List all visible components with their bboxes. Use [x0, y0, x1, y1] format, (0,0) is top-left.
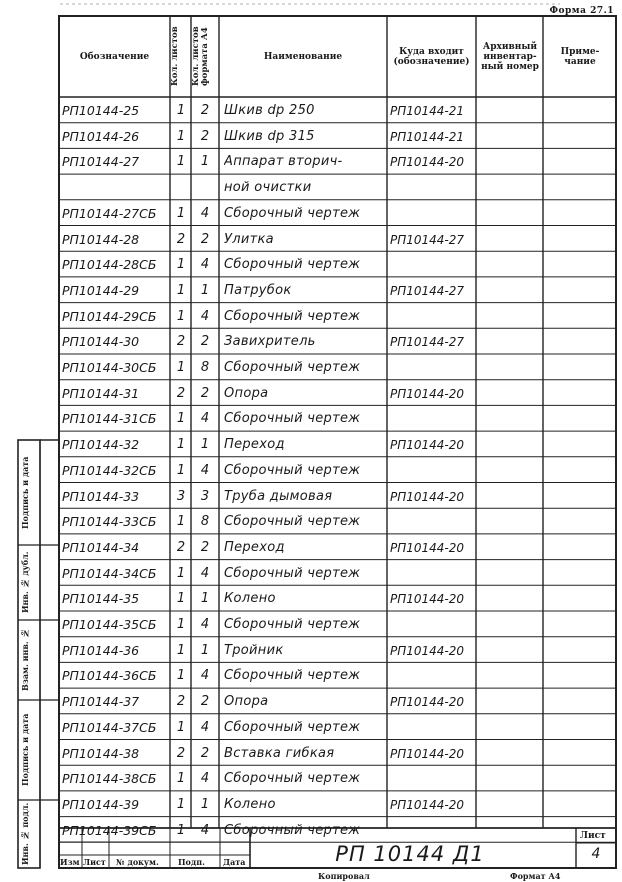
row-where-used: [390, 304, 474, 328]
row-name: Переход: [224, 437, 285, 453]
doc-code: РП 10144 Д1: [335, 842, 485, 866]
row-where-used: [390, 561, 474, 585]
row-designation: РП10144-26: [62, 128, 140, 144]
side-label-sign-date-top: Подпись и дата: [20, 456, 30, 529]
row-sheet-a4: 4: [200, 719, 210, 735]
row-where-used: [390, 175, 474, 199]
row-designation: РП10144-36СБ: [62, 668, 157, 684]
row-sheet-a4: 1: [200, 154, 210, 170]
row-designation: РП10144-27СБ: [62, 205, 157, 221]
row-designation: РП10144-32: [62, 437, 140, 453]
row-sheet-a4: 2: [200, 694, 210, 710]
row-designation: РП10144-31: [62, 385, 140, 401]
row-sheet-count: 2: [176, 539, 186, 555]
row-designation: РП10144-28: [62, 231, 140, 247]
row-name: Сборочный чертеж: [224, 360, 361, 375]
row-sheet-a4: 2: [200, 334, 210, 350]
row-where-used: РП10144-27: [390, 335, 465, 350]
row-name: Колено: [224, 591, 276, 607]
row-sheet-count: 1: [176, 591, 186, 607]
row-name: Вставка гибкая: [224, 745, 335, 761]
row-where-used: РП10144-20: [390, 797, 465, 812]
row-name: Переход: [224, 539, 285, 555]
row-name: Шкив dр 250: [224, 103, 315, 118]
row-where-used: [390, 458, 474, 482]
row-where-used: РП10144-20: [390, 489, 465, 504]
row-name: Шкив dр 315: [224, 128, 315, 144]
row-sheet-count: 1: [176, 411, 186, 427]
side-label-sign-date-bottom: Подпись и дата: [20, 713, 30, 787]
row-sheet-count: 2: [176, 745, 186, 761]
header-name: Наименование: [263, 51, 343, 62]
row-sheet-a4: 1: [200, 642, 210, 658]
footer-izm: Изм: [60, 857, 80, 867]
row-designation: РП10144-29: [62, 282, 140, 298]
row-designation: РП10144-29СБ: [62, 308, 157, 324]
row-name: Сборочный чертеж: [224, 617, 361, 632]
row-name: Тройник: [224, 642, 284, 658]
row-name: Сборочный чертеж: [224, 719, 361, 735]
row-designation: РП10144-34СБ: [62, 565, 157, 581]
row-sheet-a4: 2: [200, 539, 210, 555]
row-where-used: [390, 406, 474, 430]
row-sheet-count: 2: [176, 231, 186, 247]
form-label: Форма 27.1: [549, 6, 614, 16]
row-designation: РП10144-37СБ: [62, 719, 157, 735]
row-name: Улитка: [224, 231, 274, 247]
row-sheet-count: [171, 175, 191, 199]
row-sheet-count: 1: [176, 719, 186, 735]
row-where-used: [390, 252, 474, 276]
row-sheet-a4: 4: [200, 668, 210, 684]
row-designation: РП10144-28СБ: [62, 257, 157, 273]
row-sheet-a4: 4: [200, 617, 210, 632]
row-name: Сборочный чертеж: [224, 257, 361, 273]
row-designation: РП10144-31СБ: [62, 411, 157, 427]
row-sheet-count: 1: [176, 565, 186, 581]
row-where-used: РП10144-21: [390, 129, 465, 144]
row-sheet-a4: 8: [200, 514, 210, 530]
row-sheet-a4: 4: [200, 565, 210, 581]
header-sheets-a4: Кол. листов формата А4: [191, 26, 210, 87]
row-designation: РП10144-25: [62, 103, 140, 118]
row-designation: РП10144-33: [62, 488, 140, 504]
row-where-used: [390, 201, 474, 225]
footer-sheet-label: Лист: [580, 831, 606, 841]
header-designation: Обозначение: [79, 51, 150, 62]
row-sheet-count: 1: [176, 462, 186, 478]
row-sheet-a4: 4: [200, 771, 210, 787]
row-sheet-count: 1: [176, 257, 186, 273]
row-designation: РП10144-35СБ: [62, 617, 157, 632]
row-sheet-count: 2: [176, 385, 186, 401]
row-designation: [62, 175, 170, 199]
row-designation: РП10144-30СБ: [62, 360, 157, 375]
row-name: ной очистки: [224, 180, 312, 196]
row-where-used: РП10144-20: [390, 540, 465, 555]
row-where-used: [390, 355, 474, 379]
row-sheet-a4: 4: [200, 411, 210, 427]
row-where-used: [390, 509, 474, 533]
row-sheet-count: 2: [176, 694, 186, 710]
header-note: Приме- чание: [560, 46, 600, 67]
row-where-used: [390, 818, 474, 842]
footer-list: Лист: [83, 857, 106, 867]
row-sheet-a4: 4: [200, 822, 210, 838]
row-sheet-a4: 1: [200, 282, 210, 298]
header-where-used: Куда входит (обозначение): [393, 46, 470, 67]
row-sheet-count: 3: [176, 488, 186, 504]
footer-copied: Копировал: [318, 871, 370, 881]
row-sheet-count: 1: [176, 617, 186, 632]
row-where-used: РП10144-20: [390, 155, 465, 170]
row-where-used: РП10144-21: [390, 104, 465, 118]
row-sheet-count: 1: [176, 308, 186, 324]
row-sheet-count: 1: [176, 154, 186, 170]
row-name: Сборочный чертеж: [224, 308, 361, 324]
row-name: Сборочный чертеж: [224, 514, 361, 530]
row-where-used: [390, 766, 474, 790]
row-designation: РП10144-27: [62, 154, 140, 170]
row-designation: РП10144-38СБ: [62, 771, 157, 787]
row-name: Завихритель: [224, 334, 316, 350]
row-sheet-a4: 8: [200, 360, 210, 375]
row-name: Сборочный чертеж: [224, 668, 361, 684]
row-sheet-a4: 1: [200, 591, 210, 607]
row-sheet-count: 1: [176, 360, 186, 375]
row-name: Сборочный чертеж: [224, 565, 361, 581]
row-where-used: РП10144-20: [390, 746, 465, 761]
row-designation: РП10144-30: [62, 334, 140, 350]
row-sheet-count: 1: [176, 668, 186, 684]
side-label-orig-inv: Инв. № подл.: [20, 802, 30, 866]
row-where-used: РП10144-20: [390, 386, 465, 401]
footer-doc-no: № докум.: [116, 857, 159, 867]
row-sheet-count: 1: [176, 128, 186, 144]
row-sheet-count: 2: [176, 334, 186, 350]
row-designation: РП10144-39СБ: [62, 822, 157, 838]
row-sheet-count: 1: [176, 282, 186, 298]
row-sheet-a4: 4: [200, 462, 210, 478]
row-name: Труба дымовая: [224, 488, 333, 504]
row-designation: РП10144-35: [62, 591, 140, 607]
row-name: Сборочный чертеж: [224, 822, 361, 838]
header-sheets-count: Кол. листов: [170, 26, 180, 87]
row-sheet-count: 1: [176, 796, 186, 812]
row-sheet-a4: 4: [200, 308, 210, 324]
row-name: Опора: [224, 385, 269, 401]
footer-sheet-no: 4: [591, 846, 601, 862]
row-where-used: [390, 663, 474, 687]
row-designation: РП10144-32СБ: [62, 462, 157, 478]
row-sheet-a4: 2: [200, 128, 210, 144]
row-sheet-a4: 2: [200, 745, 210, 761]
row-where-used: РП10144-27: [390, 283, 465, 298]
row-sheet-count: 1: [176, 103, 186, 118]
footer-date: Дата: [223, 857, 246, 867]
row-where-used: РП10144-20: [390, 643, 465, 658]
footer-format: Формат А4: [510, 871, 561, 881]
footer-sign: Подп.: [178, 857, 205, 867]
row-name: Колено: [224, 796, 276, 812]
row-sheet-a4: 2: [200, 103, 210, 118]
row-name: Аппарат вторич-: [224, 154, 343, 170]
row-sheet-count: 1: [176, 771, 186, 787]
row-where-used: РП10144-20: [390, 592, 465, 607]
row-sheet-a4: 3: [200, 488, 210, 504]
row-name: Сборочный чертеж: [224, 205, 361, 221]
row-sheet-count: 1: [176, 822, 186, 838]
row-sheet-a4: 2: [200, 385, 210, 401]
row-name: Сборочный чертеж: [224, 462, 361, 478]
row-sheet-count: 1: [176, 514, 186, 530]
row-sheet-a4: [192, 175, 218, 199]
row-designation: РП10144-38: [62, 745, 140, 761]
row-sheet-count: 1: [176, 205, 186, 221]
row-sheet-a4: 4: [200, 257, 210, 273]
row-where-used: [390, 612, 474, 636]
side-label-dup-inv: Инв. № дубл.: [20, 551, 30, 614]
row-name: Сборочный чертеж: [224, 771, 361, 787]
row-where-used: [390, 715, 474, 739]
row-where-used: РП10144-20: [390, 695, 465, 710]
row-name: Сборочный чертеж: [224, 411, 361, 427]
row-where-used: РП10144-20: [390, 438, 465, 453]
row-designation: РП10144-33СБ: [62, 514, 157, 530]
header-archive-no: Архивный инвентар- ный номер: [481, 41, 539, 72]
row-designation: РП10144-37: [62, 694, 140, 710]
row-designation: РП10144-39: [62, 796, 140, 812]
side-label-replace-inv: Взам. инв. №: [20, 628, 30, 692]
row-name: Патрубок: [224, 282, 292, 298]
row-sheet-a4: 1: [200, 437, 210, 453]
row-designation: РП10144-34: [62, 539, 140, 555]
row-sheet-a4: 4: [200, 205, 210, 221]
row-where-used: РП10144-27: [390, 232, 465, 247]
row-sheet-a4: 1: [200, 796, 210, 812]
row-name: Опора: [224, 694, 269, 710]
row-sheet-count: 1: [176, 437, 186, 453]
row-designation: РП10144-36: [62, 642, 140, 658]
row-sheet-count: 1: [176, 642, 186, 658]
row-sheet-a4: 2: [200, 231, 210, 247]
